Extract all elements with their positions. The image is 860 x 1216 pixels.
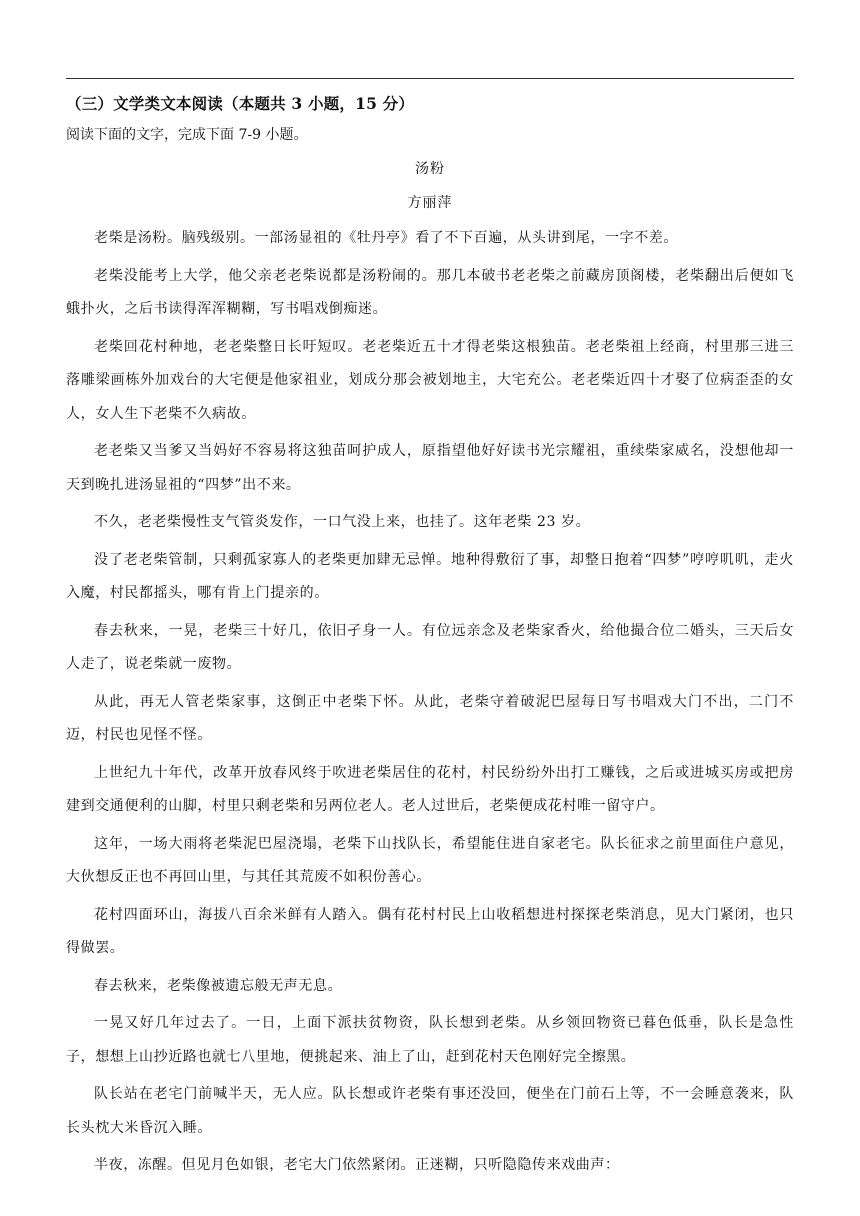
reading-instruction: 阅读下面的文字，完成下面 7-9 小题。 bbox=[66, 127, 308, 143]
paragraph: 半夜，冻醒。但见月色如银，老宅大门依然紧闭。正迷糊，只听隐隐传来戏曲声： bbox=[94, 1157, 620, 1173]
paragraph: 老老柴又当爹又当妈好不容易将这独苗呵护成人，原指望他好好读书光宗耀祖，重续柴家威名，没想他却一天到晚扎进汤显祖的“四梦”出不来。 bbox=[66, 443, 794, 493]
paragraph: 花村四面环山，海拔八百余米鲜有人踏入。偶有花村村民上山收稻想进村探探老柴消息，见大门紧闭，也只得做罢。 bbox=[66, 906, 794, 956]
story-author: 方丽萍 bbox=[407, 195, 453, 211]
paragraph: 老柴是汤粉。脑残级别。一部汤显祖的《牡丹亭》看了不下百遍，从头讲到尾，一字不差。 bbox=[94, 230, 678, 246]
top-divider bbox=[66, 78, 794, 79]
paragraph: 没了老老柴管制，只剩孤家寡人的老柴更加肆无忌惮。地种得敷衍了事，却整日抱着“四梦”哼哼叽叽，走火入魔，村民都摇头，哪有肯上门提亲的。 bbox=[66, 551, 794, 601]
paragraph: 不久，老老柴慢性支气管炎发作，一口气没上来，也挂了。这年老柴 23 岁。 bbox=[94, 514, 591, 530]
story-body bbox=[66, 222, 794, 1187]
section-heading: （三）文学类文本阅读（本题共 3 小题，15 分） bbox=[66, 94, 415, 113]
paragraph: 队长站在老宅门前喊半天，无人应。队长想或许老柴有事还没回，便坐在门前石上等，不一会睡意袭来，队长头枕大米昏沉入睡。 bbox=[66, 1086, 794, 1136]
paragraph: 老柴回花村种地，老老柴整日长吁短叹。老老柴近五十才得老柴这根独苗。老老柴祖上经商，村里那三进三落雕梁画栋外加戏台的大宅便是他家祖业，划成分那会被划地主，大宅充公。老老柴近四十才娶了位病歪歪的女人，女人生下老柴不久病故。 bbox=[66, 338, 794, 422]
story-title: 汤粉 bbox=[415, 161, 445, 177]
paragraph: 春去秋来，老柴像被遗忘般无声无息。 bbox=[94, 977, 343, 994]
paragraph: 上世纪九十年代，改革开放春风终于吹进老柴居住的花村，村民纷纷外出打工赚钱，之后或进城买房或把房建到交通便利的山脚，村里只剩老柴和另两位老人。老人过世后，老柴便成花村唯一留守户。 bbox=[66, 764, 794, 814]
paragraph: 老柴没能考上大学，他父亲老老柴说都是汤粉闹的。那几本破书老老柴之前藏房顶阁楼，老柴翻出后便如飞蛾扑火，之后书读得浑浑糊糊，写书唱戏倒痴迷。 bbox=[66, 267, 794, 317]
paragraph: 这年，一场大雨将老柴泥巴屋浇塌，老柴下山找队长，希望能住进自家老宅。队长征求之前里面住户意见，大伙想反正也不再回山里，与其任其荒废不如积份善心。 bbox=[66, 835, 794, 885]
paragraph: 春去秋来，一晃，老柴三十好几，依旧孑身一人。有位远亲念及老柴家香火，给他撮合位二婚头，三天后女人走了，说老柴就一废物。 bbox=[66, 622, 794, 672]
paragraph: 一晃又好几年过去了。一日，上面下派扶贫物资，队长想到老柴。从乡领回物资已暮色低垂，队长是急性子，想想上山抄近路也就七八里地，便挑起来、油上了山，赶到花村天色刚好完全擦黑。 bbox=[66, 1015, 794, 1065]
paragraph: 从此，再无人管老柴家事，这倒正中老柴下怀。从此，老柴守着破泥巴屋每日写书唱戏大门不出，二门不迈，村民也见怪不怪。 bbox=[66, 693, 794, 743]
